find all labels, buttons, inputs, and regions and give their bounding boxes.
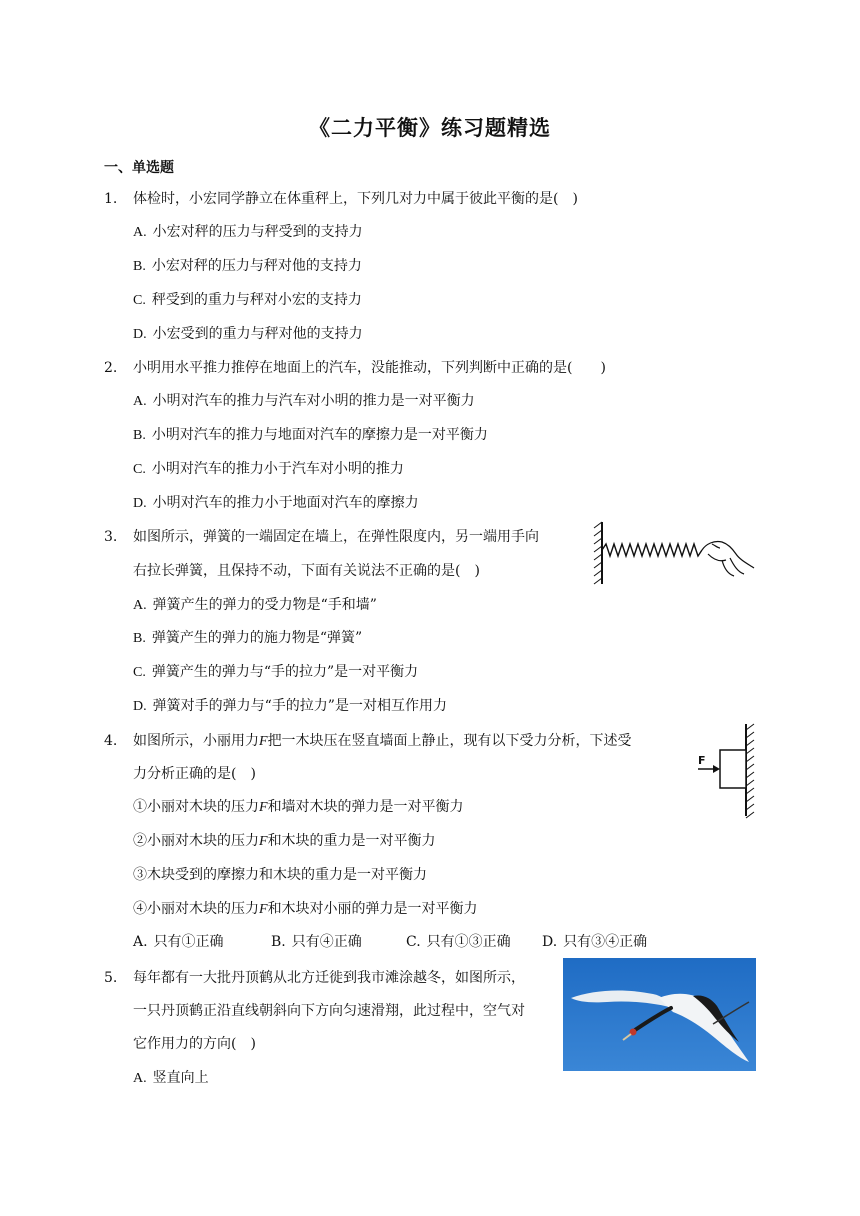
option-label: A. xyxy=(133,1071,147,1086)
block-wall-figure xyxy=(692,720,760,820)
option-a xyxy=(133,1068,209,1089)
option-text: 秤受到的重力与秤对小宏的支持力 xyxy=(151,292,362,308)
option-text: 小明对汽车的推力与汽车对小明的推力是一对平衡力 xyxy=(152,393,475,409)
option-text: 小明对汽车的推力与地面对汽车的摩擦力是一对平衡力 xyxy=(151,427,488,443)
option-a xyxy=(133,222,363,243)
option-d xyxy=(133,493,419,514)
options-row xyxy=(133,932,647,952)
crane-photo xyxy=(563,958,756,1071)
option-b xyxy=(271,932,406,952)
option-d xyxy=(542,932,647,952)
option-text: 只有③④正确 xyxy=(563,934,648,950)
option-c xyxy=(133,459,404,480)
spring-figure xyxy=(590,518,760,588)
text-run: ①小丽对木块的压力 xyxy=(133,799,259,815)
option-label: D. xyxy=(133,496,147,511)
option-a xyxy=(133,391,475,412)
option-text: 只有①③正确 xyxy=(426,934,511,950)
option-text: 小明对汽车的推力小于地面对汽车的摩擦力 xyxy=(152,495,419,511)
option-c xyxy=(406,932,542,952)
option-label: B. xyxy=(271,934,286,950)
option-text: 只有①正确 xyxy=(153,934,224,950)
text-run: 如图所示，小丽用力 xyxy=(133,733,259,749)
option-label: A. xyxy=(133,598,147,613)
question-number: 2. xyxy=(104,360,118,376)
option-text: 只有④正确 xyxy=(291,934,362,950)
page-title: 《二力平衡》练习题精选 xyxy=(309,116,551,140)
hand-icon xyxy=(702,541,754,576)
option-d xyxy=(133,324,363,345)
text-run: ②小丽对木块的压力 xyxy=(133,833,259,849)
option-label: D. xyxy=(133,699,147,714)
option-label: D. xyxy=(133,327,147,342)
force-symbol: F xyxy=(259,734,268,749)
text-run: 把一木块压在竖直墙面上静止，现有以下受力分析，下述受 xyxy=(267,733,632,749)
text-run: 和墙对木块的弹力是一对平衡力 xyxy=(267,799,464,815)
question-number: 3. xyxy=(104,529,118,545)
question-text: 力分析正确的是( ) xyxy=(133,766,256,782)
option-text: 小宏受到的重力与秤对他的支持力 xyxy=(152,326,363,342)
option-text: 弹簧产生的弹力与“手的拉力”是一对平衡力 xyxy=(151,664,419,680)
force-label: F xyxy=(698,754,706,767)
option-d xyxy=(133,696,447,717)
option-label: A. xyxy=(133,225,147,240)
option-label: B. xyxy=(133,428,146,443)
text-run: ④小丽对木块的压力 xyxy=(133,901,259,917)
arrow-head xyxy=(713,765,720,773)
wall-hatching xyxy=(594,522,602,584)
option-label: A. xyxy=(133,394,147,409)
question-text: 一只丹顶鹤正沿直线朝斜向下方向匀速滑翔，此过程中，空气对 xyxy=(133,1003,525,1019)
option-text: 弹簧产生的弹力的施力物是“弹簧” xyxy=(151,630,363,646)
question-number: 1. xyxy=(104,191,118,207)
section-heading: 一、单选题 xyxy=(104,160,174,176)
option-text: 竖直向上 xyxy=(152,1070,209,1086)
wooden-block xyxy=(720,750,746,788)
wall-hatching xyxy=(746,724,754,818)
option-a xyxy=(133,595,377,616)
question-text: 如图所示，弹簧的一端固定在墙上，在弹性限度内，另一端用手向 xyxy=(133,529,539,545)
question-text: 小明用水平推力推停在地面上的汽车，没能推动，下列判断中正确的是( ) xyxy=(133,360,606,376)
option-text: 小明对汽车的推力小于汽车对小明的推力 xyxy=(151,461,404,477)
question-text: 右拉长弹簧，且保持不动，下面有关说法不正确的是( ) xyxy=(133,563,480,579)
option-b xyxy=(133,256,362,277)
force-symbol: F xyxy=(259,800,268,815)
text-run: ③木块受到的摩擦力和木块的重力是一对平衡力 xyxy=(133,867,427,883)
option-text: 小宏对秤的压力与秤对他的支持力 xyxy=(151,258,362,274)
question-text: 它作用力的方向( ) xyxy=(133,1036,256,1052)
option-label: B. xyxy=(133,259,146,274)
option-a xyxy=(133,932,271,952)
option-b xyxy=(133,628,362,649)
option-text: 弹簧对手的弹力与“手的拉力”是一对相互作用力 xyxy=(152,698,447,714)
text-run: 和木块对小丽的弹力是一对平衡力 xyxy=(267,901,478,917)
option-c xyxy=(133,662,418,683)
option-b xyxy=(133,425,488,446)
spring xyxy=(602,544,702,556)
question-text: 每年都有一大批丹顶鹤从北方迁徙到我市滩涂越冬，如图所示， xyxy=(133,970,525,986)
option-label: C. xyxy=(133,665,146,680)
option-label: C. xyxy=(133,462,146,477)
option-label: C. xyxy=(133,293,146,308)
question-text xyxy=(133,731,632,752)
option-text: 弹簧产生的弹力的受力物是“手和墙” xyxy=(152,597,377,613)
question-text: 体检时，小宏同学静立在体重秤上，下列几对力中属于彼此平衡的是( ) xyxy=(133,191,578,207)
statement-2 xyxy=(133,831,436,852)
force-symbol: F xyxy=(259,834,268,849)
option-label: D. xyxy=(542,934,558,950)
force-symbol: F xyxy=(259,902,268,917)
option-label: A. xyxy=(133,934,148,950)
statement-1 xyxy=(133,797,464,818)
option-c xyxy=(133,290,362,311)
question-number: 5. xyxy=(104,970,118,986)
option-text: 小宏对秤的压力与秤受到的支持力 xyxy=(152,224,363,240)
statement-3 xyxy=(133,865,427,885)
statement-4 xyxy=(133,899,478,920)
option-label: B. xyxy=(133,631,146,646)
option-label: C. xyxy=(406,934,421,950)
question-number: 4. xyxy=(104,733,118,749)
text-run: 和木块的重力是一对平衡力 xyxy=(267,833,436,849)
